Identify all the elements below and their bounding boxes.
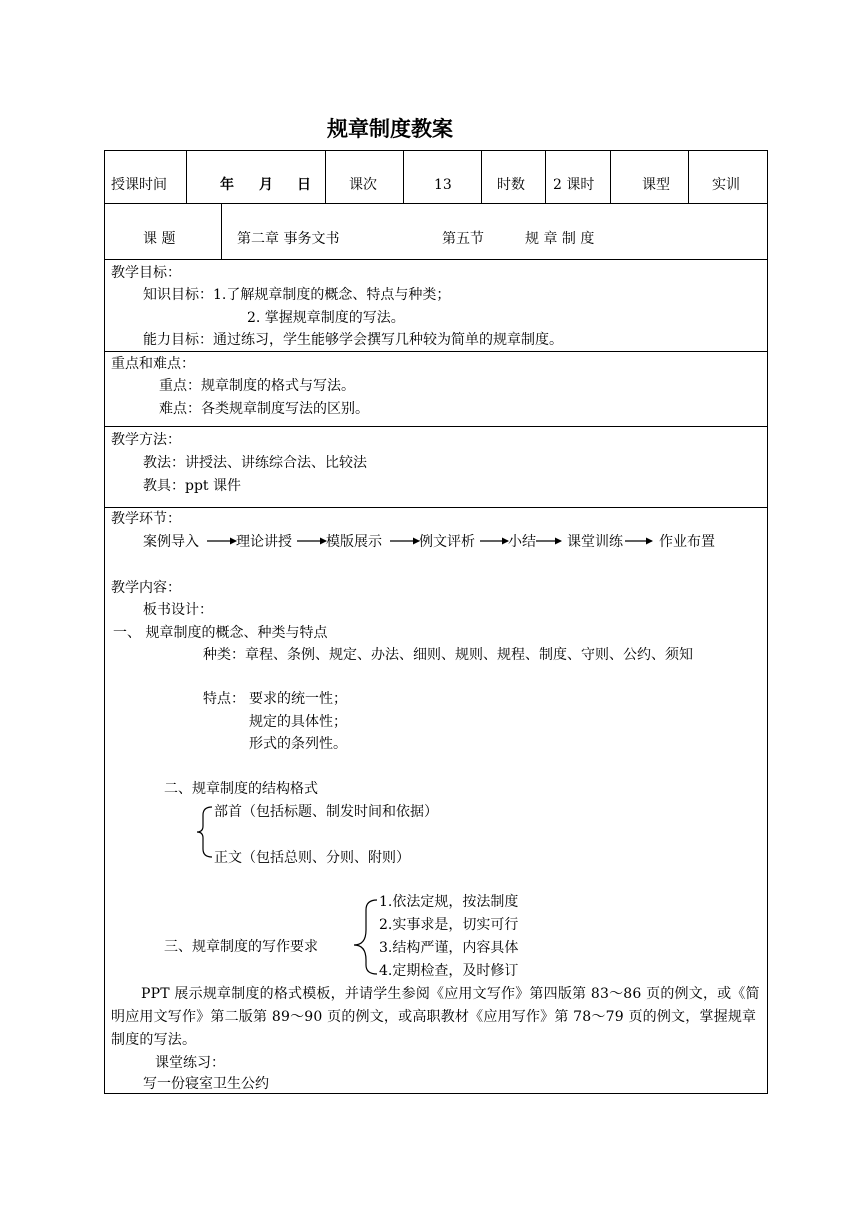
lesson-label: 课次 <box>349 177 377 193</box>
feature-item: 要求的统一性； <box>249 691 347 707</box>
topic-chapter: 第二章 事务文书 <box>237 231 340 247</box>
feature-item: 规定的具体性； <box>249 714 347 730</box>
methods-heading: 教学方法： <box>111 432 181 448</box>
content-heading: 教学内容： <box>111 580 181 596</box>
section-three-title: 三、规章制度的写作要求 <box>164 939 318 955</box>
process-step: 模版展示 <box>326 534 382 550</box>
difficulty-point: 难点：各类规章制度写法的区别。 <box>159 401 369 417</box>
key-points-heading: 重点和难点： <box>111 356 195 372</box>
requirement-item: 2.实事求是，切实可行 <box>379 917 519 933</box>
knowledge-goal-1: 知识目标：1.了解规章制度的概念、特点与种类； <box>143 287 451 303</box>
objectives-heading: 教学目标： <box>111 265 181 281</box>
practice-label: 课堂练习： <box>155 1055 225 1071</box>
section-two-title: 二、规章制度的结构格式 <box>164 781 318 797</box>
brace-icon <box>354 900 377 974</box>
type-value: 实训 <box>712 177 740 193</box>
date-year: 年 <box>220 177 234 193</box>
kinds-line: 种类：章程、条例、规定、办法、细则、规则、规程、制度、守则、公约、须知 <box>203 647 693 663</box>
closing-paragraph: PPT 展示规章制度的格式模板，并请学生参阅《应用文写作》第四版第 83～86 页的例文，或《简明应用文写作》第二版第 89～90 页的例文，或高职教材《应用写作》第 78～79 页的例文，掌握规章制度的写法。 <box>111 986 760 1048</box>
process-step: 案例导入 <box>143 534 199 550</box>
topic-name: 规 章 制 度 <box>525 231 595 247</box>
board-heading: 板书设计： <box>143 602 213 618</box>
features-label: 特点： <box>203 691 245 707</box>
process-step: 作业布置 <box>659 534 715 550</box>
date-day: 日 <box>297 177 311 193</box>
document-title: 规章制度教案 <box>327 116 453 141</box>
structure-part: 正文（包括总则、分则、附则） <box>214 850 410 866</box>
process-step: 课堂训练 <box>567 534 623 550</box>
knowledge-goal-2: 2. 掌握规章制度的写法。 <box>247 310 405 326</box>
date-month: 月 <box>259 177 273 193</box>
section-one-title: 一、 规章制度的概念、种类与特点 <box>113 625 328 641</box>
structure-part: 部首（包括标题、制发时间和依据） <box>214 804 438 820</box>
feature-item: 形式的条列性。 <box>249 736 347 752</box>
time-label: 授课时间 <box>111 177 167 193</box>
brace-icon <box>197 807 212 857</box>
process-step: 例文评析 <box>419 534 475 550</box>
lesson-value: 13 <box>434 177 452 193</box>
teaching-tools: 教具：ppt 课件 <box>143 478 241 494</box>
teaching-method: 教法：讲授法、讲练综合法、比较法 <box>143 455 367 471</box>
hours-label: 时数 <box>497 177 525 193</box>
ability-goal: 能力目标：通过练习，学生能够学会撰写几种较为简单的规章制度。 <box>143 332 563 348</box>
process-step: 理论讲授 <box>236 534 292 550</box>
hours-value: 2 课时 <box>553 177 595 193</box>
topic-section: 第五节 <box>442 231 484 247</box>
practice-task: 写一份寝室卫生公约 <box>143 1076 269 1092</box>
type-label: 课型 <box>642 177 670 193</box>
requirement-item: 1.依法定规，按法制度 <box>379 894 519 910</box>
requirement-item: 3.结构严谨，内容具体 <box>379 940 519 956</box>
key-point: 重点：规章制度的格式与写法。 <box>159 378 355 394</box>
process-step: 小结 <box>508 534 536 550</box>
process-heading: 教学环节： <box>111 511 181 527</box>
requirement-item: 4.定期检查，及时修订 <box>379 963 519 979</box>
topic-label: 课 题 <box>143 231 176 247</box>
